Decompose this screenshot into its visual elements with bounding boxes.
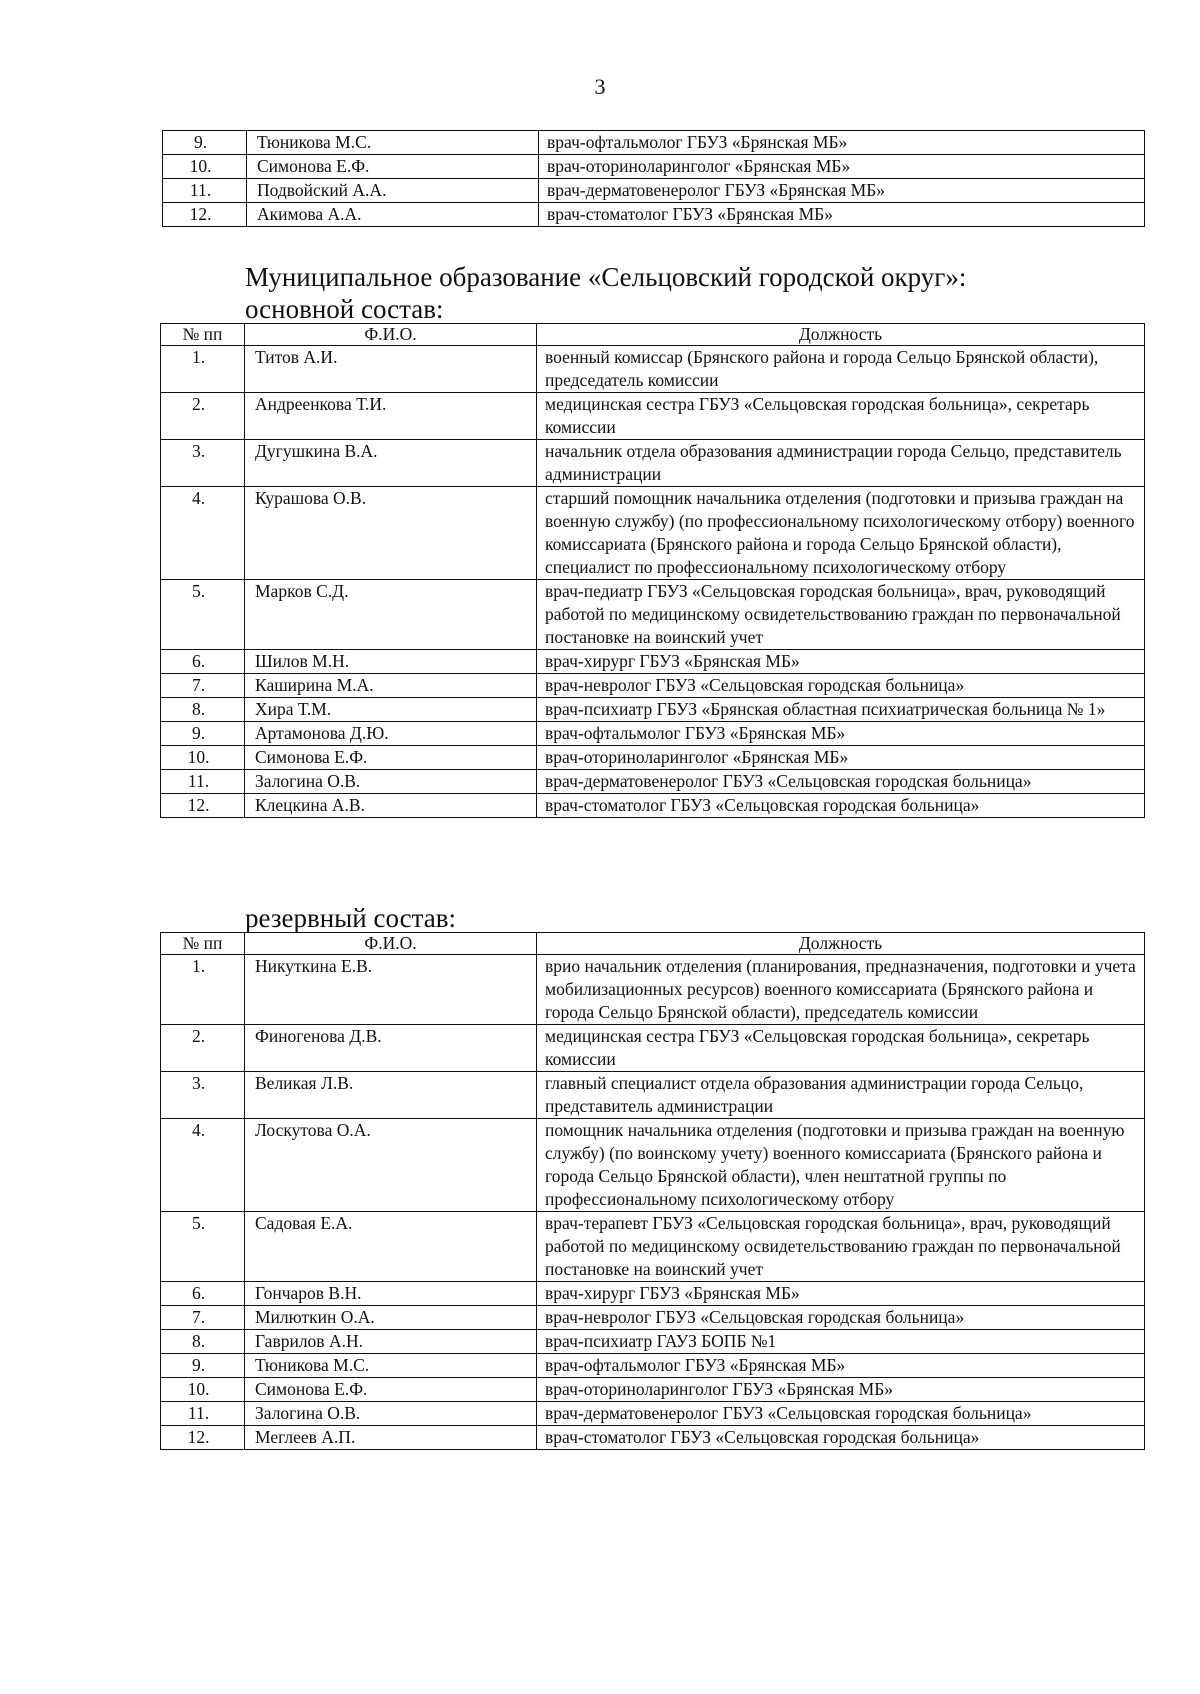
row-position-cell: помощник начальника отделения (подготовки и призыва граждан на военную службу) (по воинскому учету) военного комиссариата (Брянского района и города Сельцо Брянской области), член нештатной группы по профессиональному психологическому отбору — [537, 1119, 1145, 1212]
table-row — [161, 1072, 1145, 1119]
row-name-cell: Курашова О.В. — [245, 487, 537, 580]
row-position-cell: старший помощник начальника отделения (подготовки и призыва граждан на военную службу) (по профессиональному психологическому отбору) военного комиссариата (Брянского района и города Сельцо Брянской области), специалист по профессиональному психологическому отбору — [537, 487, 1145, 580]
row-number-cell: 11. — [161, 1402, 245, 1426]
table-row — [161, 746, 1145, 770]
table-row — [161, 1402, 1145, 1426]
row-position-cell: врач-оториноларинголог ГБУЗ «Брянская МБ» — [537, 1378, 1145, 1402]
row-number-cell: 1. — [161, 346, 245, 393]
column-header-name: Ф.И.О. — [245, 324, 537, 346]
row-number-cell: 3. — [161, 1072, 245, 1119]
row-position-cell: медицинская сестра ГБУЗ «Сельцовская городская больница», секретарь комиссии — [537, 393, 1145, 440]
table-row — [161, 346, 1145, 393]
table-row — [161, 650, 1145, 674]
row-name-cell: Симонова Е.Ф. — [247, 155, 539, 179]
reserve-composition-table — [160, 932, 1145, 1450]
reserve-composition-title: резервный состав: — [245, 903, 457, 933]
row-name-cell: Милюткин О.А. — [245, 1306, 537, 1330]
table-row — [161, 487, 1145, 580]
column-header-position: Должность — [537, 933, 1145, 955]
row-name-cell: Никуткина Е.В. — [245, 955, 537, 1025]
row-name-cell: Марков С.Д. — [245, 580, 537, 650]
row-number-cell: 12. — [161, 794, 245, 818]
row-position-cell: врач-психиатр ГБУЗ «Брянская областная психиатрическая больница № 1» — [537, 698, 1145, 722]
row-position-cell: врач-офтальмолог ГБУЗ «Брянская МБ» — [537, 1354, 1145, 1378]
row-name-cell: Титов А.И. — [245, 346, 537, 393]
row-name-cell: Артамонова Д.Ю. — [245, 722, 537, 746]
row-name-cell: Тюникова М.С. — [245, 1354, 537, 1378]
column-header-number: № пп — [161, 933, 245, 955]
row-number-cell: 9. — [163, 131, 247, 155]
table-header-row — [161, 933, 1145, 955]
main-composition-table — [160, 323, 1145, 818]
table-row — [161, 698, 1145, 722]
row-name-cell: Залогина О.В. — [245, 770, 537, 794]
table-header-row — [161, 324, 1145, 346]
table-row — [161, 1354, 1145, 1378]
row-number-cell: 10. — [163, 155, 247, 179]
table-row — [161, 955, 1145, 1025]
row-number-cell: 3. — [161, 440, 245, 487]
row-number-cell: 11. — [161, 770, 245, 794]
page-number: 3 — [594, 74, 606, 99]
table-row — [161, 1282, 1145, 1306]
row-position-cell: врач-офтальмолог ГБУЗ «Брянская МБ» — [539, 131, 1145, 155]
row-name-cell: Финогенова Д.В. — [245, 1025, 537, 1072]
row-name-cell: Гаврилов А.Н. — [245, 1330, 537, 1354]
continued-table-body — [163, 131, 1145, 227]
row-number-cell: 8. — [161, 1330, 245, 1354]
row-number-cell: 2. — [161, 1025, 245, 1072]
row-name-cell: Великая Л.В. — [245, 1072, 537, 1119]
row-position-cell: врач-дерматовенеролог ГБУЗ «Сельцовская городская больница» — [537, 770, 1145, 794]
row-position-cell: врач-оториноларинголог «Брянская МБ» — [537, 746, 1145, 770]
row-name-cell: Тюникова М.С. — [247, 131, 539, 155]
row-name-cell: Лоскутова О.А. — [245, 1119, 537, 1212]
row-position-cell: врио начальник отделения (планирования, предназначения, подготовки и учета мобилизационных ресурсов) военного комиссариата (Брянского района и города Сельцо Брянской области), председатель комиссии — [537, 955, 1145, 1025]
column-header-number: № пп — [161, 324, 245, 346]
row-position-cell: врач-психиатр ГАУЗ БОПБ №1 — [537, 1330, 1145, 1354]
row-number-cell: 10. — [161, 1378, 245, 1402]
table-row — [163, 131, 1145, 155]
table-row — [163, 179, 1145, 203]
row-name-cell: Симонова Е.Ф. — [245, 1378, 537, 1402]
row-position-cell: врач-хирург ГБУЗ «Брянская МБ» — [537, 1282, 1145, 1306]
row-position-cell: медицинская сестра ГБУЗ «Сельцовская городская больница», секретарь комиссии — [537, 1025, 1145, 1072]
reserve-composition-body — [161, 955, 1145, 1450]
row-position-cell: начальник отдела образования администрации города Сельцо, представитель администрации — [537, 440, 1145, 487]
row-position-cell: врач-дерматовенеролог ГБУЗ «Брянская МБ» — [539, 179, 1145, 203]
row-name-cell: Каширина М.А. — [245, 674, 537, 698]
row-number-cell: 10. — [161, 746, 245, 770]
row-name-cell: Симонова Е.Ф. — [245, 746, 537, 770]
row-name-cell: Гончаров В.Н. — [245, 1282, 537, 1306]
row-name-cell: Шилов М.Н. — [245, 650, 537, 674]
row-position-cell: врач-стоматолог ГБУЗ «Брянская МБ» — [539, 203, 1145, 227]
column-header-name: Ф.И.О. — [245, 933, 537, 955]
row-position-cell: врач-невролог ГБУЗ «Сельцовская городская больница» — [537, 674, 1145, 698]
row-name-cell: Хира Т.М. — [245, 698, 537, 722]
table-row — [161, 1426, 1145, 1450]
row-number-cell: 4. — [161, 487, 245, 580]
continued-table — [162, 130, 1145, 227]
row-number-cell: 7. — [161, 674, 245, 698]
main-composition-body — [161, 346, 1145, 818]
row-position-cell: врач-оториноларинголог «Брянская МБ» — [539, 155, 1145, 179]
row-number-cell: 12. — [161, 1426, 245, 1450]
row-number-cell: 6. — [161, 650, 245, 674]
table-row — [163, 155, 1145, 179]
main-composition-title: основной состав: — [245, 294, 444, 324]
row-name-cell: Акимова А.А. — [247, 203, 539, 227]
row-name-cell: Дугушкина В.А. — [245, 440, 537, 487]
row-position-cell: врач-педиатр ГБУЗ «Сельцовская городская больница», врач, руководящий работой по медицинскому освидетельствованию граждан по первоначальной постановке на воинский учет — [537, 580, 1145, 650]
table-row — [161, 1119, 1145, 1212]
table-row — [161, 674, 1145, 698]
row-number-cell: 8. — [161, 698, 245, 722]
row-position-cell: главный специалист отдела образования администрации города Сельцо, представитель администрации — [537, 1072, 1145, 1119]
row-number-cell: 6. — [161, 1282, 245, 1306]
row-position-cell: врач-стоматолог ГБУЗ «Сельцовская городская больница» — [537, 1426, 1145, 1450]
column-header-position: Должность — [537, 324, 1145, 346]
row-position-cell: врач-терапевт ГБУЗ «Сельцовская городская больница», врач, руководящий работой по медицинскому освидетельствованию граждан по первоначальной постановке на воинский учет — [537, 1212, 1145, 1282]
row-number-cell: 4. — [161, 1119, 245, 1212]
row-number-cell: 1. — [161, 955, 245, 1025]
row-position-cell: врач-стоматолог ГБУЗ «Сельцовская городская больница» — [537, 794, 1145, 818]
row-position-cell: военный комиссар (Брянского района и города Сельцо Брянской области), председатель комиссии — [537, 346, 1145, 393]
table-row — [161, 1025, 1145, 1072]
table-row — [163, 203, 1145, 227]
row-number-cell: 5. — [161, 1212, 245, 1282]
row-position-cell: врач-хирург ГБУЗ «Брянская МБ» — [537, 650, 1145, 674]
row-name-cell: Клецкина А.В. — [245, 794, 537, 818]
row-name-cell: Меглеев А.П. — [245, 1426, 537, 1450]
table-row — [161, 1378, 1145, 1402]
table-row — [161, 1330, 1145, 1354]
row-number-cell: 7. — [161, 1306, 245, 1330]
section-title: Муниципальное образование «Сельцовский городской округ»: — [245, 262, 967, 292]
row-number-cell: 2. — [161, 393, 245, 440]
row-position-cell: врач-офтальмолог ГБУЗ «Брянская МБ» — [537, 722, 1145, 746]
row-name-cell: Залогина О.В. — [245, 1402, 537, 1426]
table-row — [161, 580, 1145, 650]
row-number-cell: 9. — [161, 722, 245, 746]
row-number-cell: 11. — [163, 179, 247, 203]
table-row — [161, 794, 1145, 818]
row-number-cell: 12. — [163, 203, 247, 227]
table-row — [161, 1212, 1145, 1282]
row-name-cell: Садовая Е.А. — [245, 1212, 537, 1282]
row-name-cell: Андреенкова Т.И. — [245, 393, 537, 440]
table-row — [161, 1306, 1145, 1330]
table-row — [161, 770, 1145, 794]
row-name-cell: Подвойский А.А. — [247, 179, 539, 203]
row-position-cell: врач-дерматовенеролог ГБУЗ «Сельцовская городская больница» — [537, 1402, 1145, 1426]
table-row — [161, 722, 1145, 746]
row-number-cell: 9. — [161, 1354, 245, 1378]
table-row — [161, 393, 1145, 440]
table-row — [161, 440, 1145, 487]
row-number-cell: 5. — [161, 580, 245, 650]
row-position-cell: врач-невролог ГБУЗ «Сельцовская городская больница» — [537, 1306, 1145, 1330]
